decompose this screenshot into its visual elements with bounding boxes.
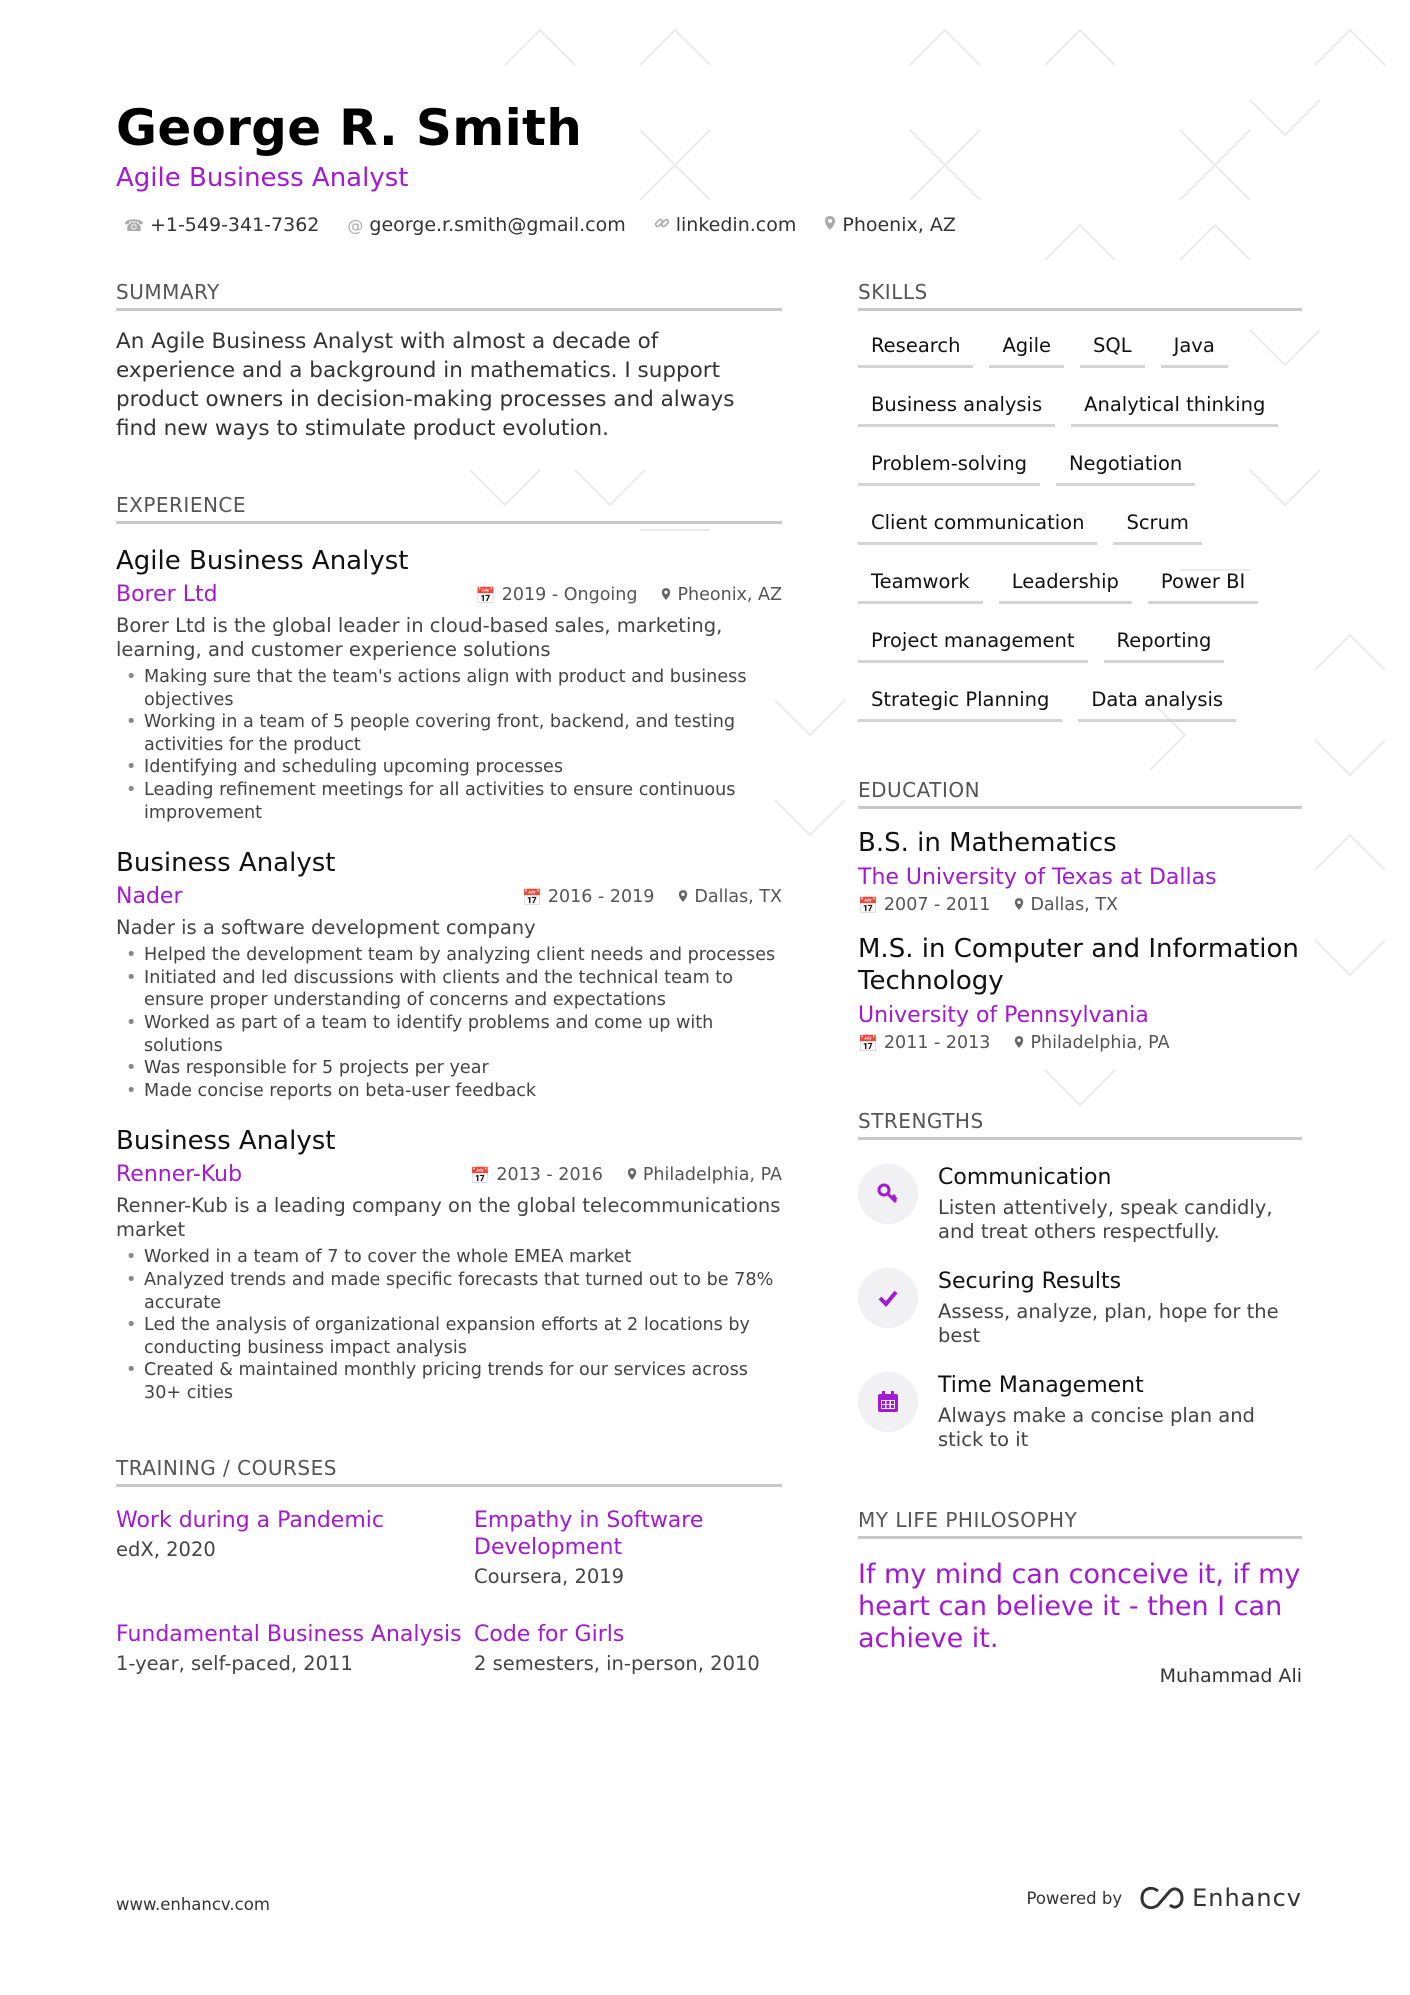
- course-name: Empathy in Software Development: [474, 1508, 704, 1561]
- enhancv-logo-icon: [1138, 1886, 1184, 1910]
- candidate-name: George R. Smith: [116, 99, 583, 157]
- edu-location-text: Dallas, TX: [1030, 895, 1119, 915]
- job-dates-text: 2019 - Ongoing: [501, 585, 638, 605]
- bullet-item: • Making sure that the team's actions align with product and business objectives: [116, 666, 782, 711]
- education-entry: [858, 933, 1302, 1053]
- bullet-item: • Led the analysis of organizational expansion efforts at 2 locations by conducting business impact analysis: [116, 1314, 782, 1359]
- brand-name: Enhancv: [1192, 1884, 1302, 1912]
- strength-title: Time Management: [938, 1373, 1144, 1398]
- job-location-text: Dallas, TX: [694, 887, 782, 908]
- training-heading: TRAINING / COURSES: [116, 1456, 782, 1487]
- left-column: [116, 280, 782, 1678]
- powered-by-label: Powered by: [1026, 1888, 1123, 1908]
- job-entry: [116, 544, 782, 824]
- calendar-icon: 📅: [521, 887, 542, 907]
- bullet-item: • Worked in a team of 7 to cover the whole EMEA market: [116, 1246, 782, 1269]
- bullet-item: • Leading refinement meetings for all activities to ensure continuous improvement: [116, 779, 782, 824]
- bullet-item: • Helped the development team by analyzing client needs and processes: [116, 944, 782, 967]
- course-provider: edX, 2020: [116, 1538, 216, 1562]
- course-name: Fundamental Business Analysis: [116, 1622, 462, 1648]
- calendar-icon: 📅: [470, 1165, 491, 1185]
- phone-icon: ☎: [124, 215, 144, 235]
- job-title: Business Analyst: [116, 848, 336, 879]
- job-entry: [116, 1124, 782, 1404]
- strength-description: Always make a concise plan and stick to it: [938, 1404, 1255, 1451]
- job-dates: [470, 1165, 602, 1185]
- strength-description: Listen attentively, speak candidly, and treat others respectfully.: [938, 1196, 1273, 1243]
- contact-location: [824, 214, 955, 236]
- course-provider: Coursera, 2019: [474, 1565, 625, 1589]
- skill-tag: Scrum: [1113, 510, 1201, 545]
- resume-header: [116, 96, 1316, 236]
- philosophy-quote: If my mind can conceive it, if my heart can believe it - then I can achieve it.: [858, 1559, 1301, 1654]
- skill-tag: Research: [858, 333, 973, 368]
- company-name: Borer Ltd: [116, 582, 218, 607]
- school-name: University of Pennsylvania: [858, 1003, 1149, 1028]
- job-entry: [116, 846, 782, 1102]
- course-item: [474, 1621, 782, 1678]
- skill-tag: SQL: [1080, 333, 1145, 368]
- job-description: Nader is a software development company: [116, 916, 536, 940]
- strength-item: [858, 1164, 1302, 1244]
- degree: M.S. in Computer and Information Technology: [858, 934, 1299, 996]
- calendar-icon: [858, 1372, 918, 1432]
- location-pin-icon: [661, 586, 671, 605]
- summary-heading: SUMMARY: [116, 280, 782, 311]
- degree: B.S. in Mathematics: [858, 828, 1117, 858]
- bullet-item: • Was responsible for 5 projects per year: [116, 1057, 782, 1080]
- contact-phone[interactable]: [124, 214, 319, 236]
- candidate-title: Agile Business Analyst: [116, 163, 409, 193]
- course-item: [116, 1507, 474, 1591]
- calendar-icon: 📅: [858, 1033, 878, 1053]
- course-provider: 2 semesters, in-person, 2010: [474, 1652, 760, 1676]
- job-dates-text: 2016 - 2019: [547, 887, 655, 908]
- contact-email[interactable]: [347, 214, 625, 236]
- job-meta: [116, 580, 782, 610]
- quote-author: Muhammad Ali: [1159, 1665, 1302, 1687]
- company-name: Renner-Kub: [116, 1162, 243, 1188]
- footer-website[interactable]: www.enhancv.com: [116, 1895, 270, 1914]
- location-pin-icon: [627, 1166, 637, 1185]
- skills-heading: SKILLS: [858, 280, 1302, 311]
- job-description: Renner-Kub is a leading company on the global telecommunications market: [116, 1194, 781, 1242]
- job-location-text: Pheonix, AZ: [677, 585, 782, 605]
- strength-description: Assess, analyze, plan, hope for the best: [938, 1300, 1279, 1347]
- location-pin-icon: [1014, 896, 1024, 915]
- skill-tag: Strategic Planning: [858, 687, 1062, 722]
- bullet-item: • Initiated and led discussions with clients and the technical team to ensure proper understanding of concerns and expectations: [116, 967, 782, 1012]
- course-name: Work during a Pandemic: [116, 1508, 384, 1534]
- job-meta: [116, 882, 782, 912]
- location-pin-icon: [824, 215, 836, 235]
- skill-tag: Power BI: [1148, 569, 1258, 604]
- course-item: [474, 1507, 782, 1591]
- calendar-icon: 📅: [475, 585, 496, 605]
- education-heading: EDUCATION: [858, 778, 1302, 809]
- skill-tag: Data analysis: [1078, 687, 1236, 722]
- job-location: [661, 585, 782, 605]
- job-dates: [476, 585, 638, 605]
- strength-item: [858, 1372, 1302, 1452]
- strengths-heading: STRENGTHS: [858, 1109, 1302, 1140]
- summary-text: An Agile Business Analyst with almost a decade of experience and a background in mathematics. I support product owners in decision-making processes and always find new ways to stimulate product evolution.: [116, 329, 735, 441]
- bullet-item: • Analyzed trends and made specific forecasts that turned out to be 78% accurate: [116, 1269, 782, 1314]
- check-icon: [858, 1268, 918, 1328]
- job-title: Agile Business Analyst: [116, 546, 409, 576]
- phone-text: +1-549-341-7362: [149, 214, 320, 236]
- at-icon: @: [347, 215, 364, 235]
- bullet-item: • Created & maintained monthly pricing trends for our services across 30+ cities: [116, 1359, 782, 1404]
- key-icon: [858, 1164, 918, 1224]
- skill-tag: Agile: [989, 333, 1064, 368]
- job-meta: [116, 1160, 782, 1190]
- skill-tag: Teamwork: [858, 569, 983, 604]
- bullet-item: • Identifying and scheduling upcoming processes: [116, 756, 782, 779]
- job-bullets: [116, 1246, 782, 1404]
- job-location-text: Philadelphia, PA: [642, 1165, 782, 1186]
- course-provider: 1-year, self-paced, 2011: [116, 1652, 353, 1676]
- enhancv-logo[interactable]: [1138, 1884, 1302, 1912]
- location-pin-icon: [1014, 1034, 1024, 1053]
- job-dates-text: 2013 - 2016: [496, 1165, 603, 1186]
- job-location: [627, 1165, 782, 1185]
- bullet-item: • Made concise reports on beta-user feedback: [116, 1080, 782, 1103]
- contact-linkedin[interactable]: [654, 214, 797, 236]
- location-pin-icon: [678, 888, 688, 907]
- course-name: Code for Girls: [474, 1622, 625, 1648]
- school-name: The University of Texas at Dallas: [858, 865, 1217, 890]
- edu-location: [1014, 895, 1118, 915]
- bullet-item: • Worked as part of a team to identify problems and come up with solutions: [116, 1012, 782, 1057]
- bullet-item: • Working in a team of 5 people covering front, backend, and testing activities for the product: [116, 711, 782, 756]
- location-text: Phoenix, AZ: [842, 214, 956, 236]
- job-dates: [522, 887, 654, 907]
- experience-heading: EXPERIENCE: [116, 493, 782, 524]
- strength-item: [858, 1268, 1302, 1348]
- edu-dates-text: 2007 - 2011: [883, 895, 991, 915]
- calendar-icon: 📅: [858, 895, 878, 915]
- edu-dates-text: 2011 - 2013: [883, 1033, 991, 1053]
- strength-title: Communication: [938, 1165, 1112, 1190]
- edu-dates: [858, 1033, 990, 1053]
- course-item: [116, 1621, 474, 1678]
- skill-tag: Negotiation: [1056, 451, 1195, 486]
- right-column: [858, 280, 1302, 1687]
- skill-tag: Client communication: [858, 510, 1097, 545]
- skill-tag: Leadership: [999, 569, 1132, 604]
- skill-tag: Project management: [858, 628, 1088, 663]
- philosophy-heading: MY LIFE PHILOSOPHY: [858, 1508, 1302, 1539]
- training-grid: [116, 1507, 782, 1678]
- skill-tag: Reporting: [1104, 628, 1225, 663]
- skills-list: [858, 333, 1302, 722]
- contact-row: [116, 214, 1316, 236]
- job-location: [678, 887, 782, 907]
- skill-tag: Problem-solving: [858, 451, 1040, 486]
- skill-tag: Java: [1161, 333, 1228, 368]
- job-title: Business Analyst: [116, 1126, 336, 1157]
- job-bullets: [116, 666, 782, 824]
- footer-powered: [1026, 1884, 1302, 1912]
- skill-tag: Analytical thinking: [1071, 392, 1278, 427]
- job-description: Borer Ltd is the global leader in cloud-based sales, marketing, learning, and customer experience solutions: [116, 614, 723, 661]
- linkedin-text: linkedin.com: [675, 214, 797, 236]
- job-bullets: [116, 944, 782, 1102]
- company-name: Nader: [116, 884, 183, 910]
- edu-dates: [858, 895, 990, 915]
- edu-location-text: Philadelphia, PA: [1030, 1033, 1170, 1053]
- email-text: george.r.smith@gmail.com: [369, 214, 626, 236]
- skill-tag: Business analysis: [858, 392, 1055, 427]
- strength-title: Securing Results: [938, 1269, 1122, 1294]
- education-entry: [858, 827, 1302, 915]
- edu-location: [1014, 1033, 1169, 1053]
- link-icon: [654, 215, 670, 235]
